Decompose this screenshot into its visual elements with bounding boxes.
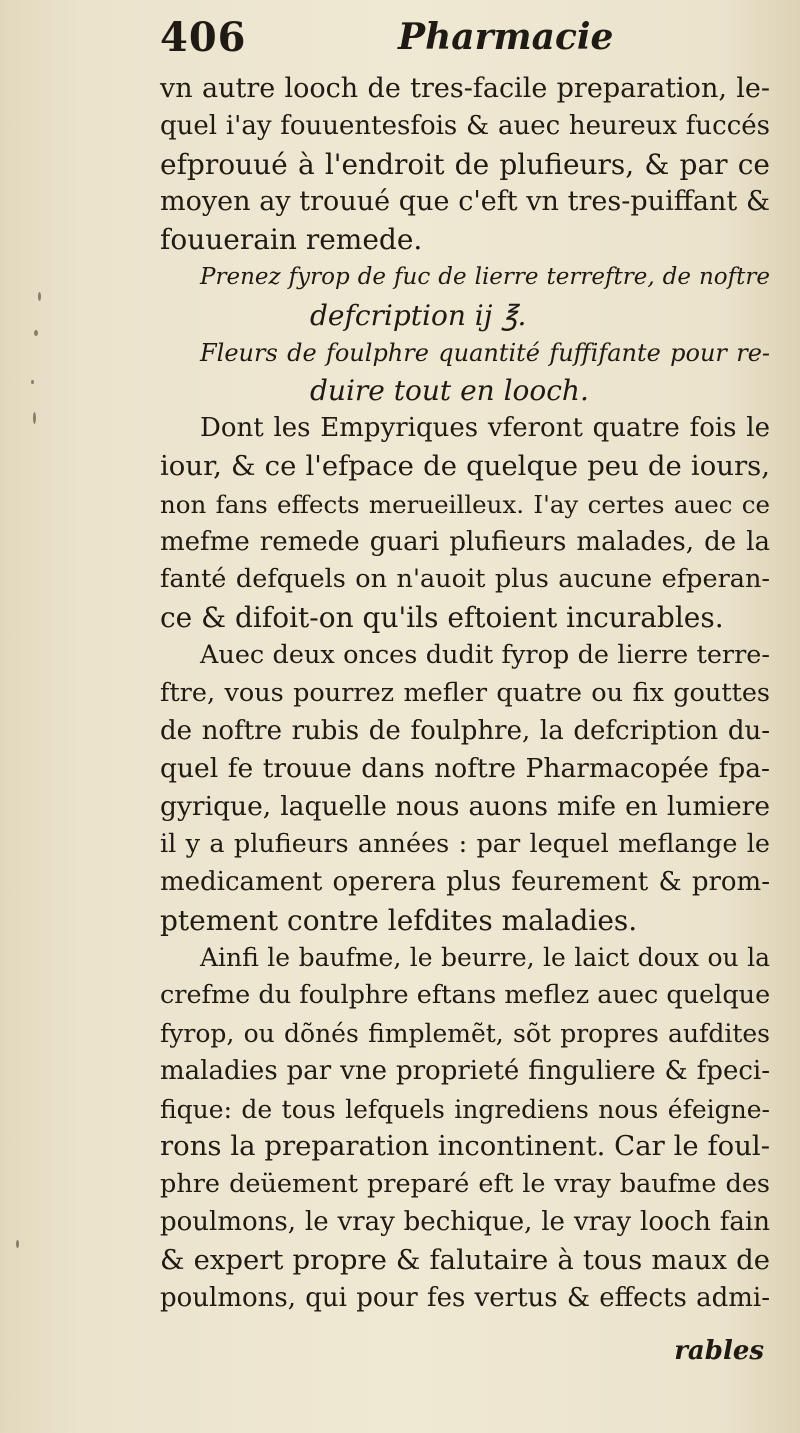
text-line: poulmons, qui pour fes vertus & effects admi- [160,1282,770,1313]
text-line: efprouué à l'endroit de plufieurs, & par ce [160,147,770,181]
text-line: Dont les Empyriques vferont quatre fois le [200,413,770,444]
text-line: de noftre rubis de foulphre, la defcription du- [160,715,770,746]
text-line: maladies par vne proprieté finguliere & fpeci- [160,1055,770,1086]
text-line: il y a plufieurs années : par lequel meflange le [160,828,770,859]
text-line: phre deüement preparé eft le vray baufme des [160,1169,770,1200]
recipe-line: defcription ij ℥. [310,298,527,332]
ink-speck [31,380,34,384]
text-line: fyrop, ou dõnés fimplemẽt, sõt propres aufdites [160,1018,770,1048]
text-line: Ainfi le baufme, le beurre, le laict doux ou la [200,943,770,973]
text-line: ce & difoit-on qu'ils eftoient incurables. [160,601,724,635]
text-line: Auec deux onces dudit fyrop de lierre terre- [200,639,770,670]
text-line: non fans effects merueilleux. I'ay certes auec ce [160,489,770,519]
text-block [160,70,770,1317]
text-line: crefme du foulphre eftans meflez auec quelque [160,980,771,1011]
ink-speck [33,412,36,424]
text-line: fanté defquels on n'auoit plus aucune efperan- [160,564,770,595]
recipe-line: Fleurs de foulphre quantité fuffifante pour re- [200,338,770,367]
catchword: rables [674,1336,764,1366]
text-line: quel i'ay fouuentesfois & auec heureux fuccés [160,110,770,141]
running-title: Pharmacie [398,16,614,58]
text-line: mefme remede guari plufieurs malades, de la [160,526,770,557]
text-line: vn autre looch de tres-facile preparation, le- [160,73,770,104]
text-line: ftre, vous pourrez mefler quatre ou fix gouttes [160,677,770,708]
text-line: fique: de tous lefquels ingrediens nous éfeigne- [160,1094,770,1124]
text-line: iour, & ce l'efpace de quelque peu de iours, [160,449,770,482]
text-line: medicament operera plus feurement & prom- [160,866,770,897]
recipe-line: Prenez fyrop de fuc de lierre terreftre, de noftre [200,263,770,290]
page-number: 406 [160,14,247,61]
page-header [160,14,760,64]
text-line: quel fe trouue dans noftre Pharmacopée fpa- [160,753,770,785]
ink-speck [34,330,38,336]
text-line: fouuerain remede. [160,223,423,257]
text-line: gyrique, laquelle nous auons mife en lumiere [160,791,770,823]
recipe-line: duire tout en looch. [310,374,589,408]
text-line: & expert propre & falutaire à tous maux de [160,1243,770,1276]
text-line: rons la preparation incontinent. Car le foul- [160,1130,770,1163]
ink-speck [38,292,41,301]
text-line: ptement contre lefdites maladies. [160,903,638,937]
text-line: moyen ay trouué que c'eft vn tres-puiffant & [160,186,770,218]
text-line: poulmons, le vray bechique, le vray looch fain [160,1206,770,1237]
ink-speck [16,1240,19,1248]
